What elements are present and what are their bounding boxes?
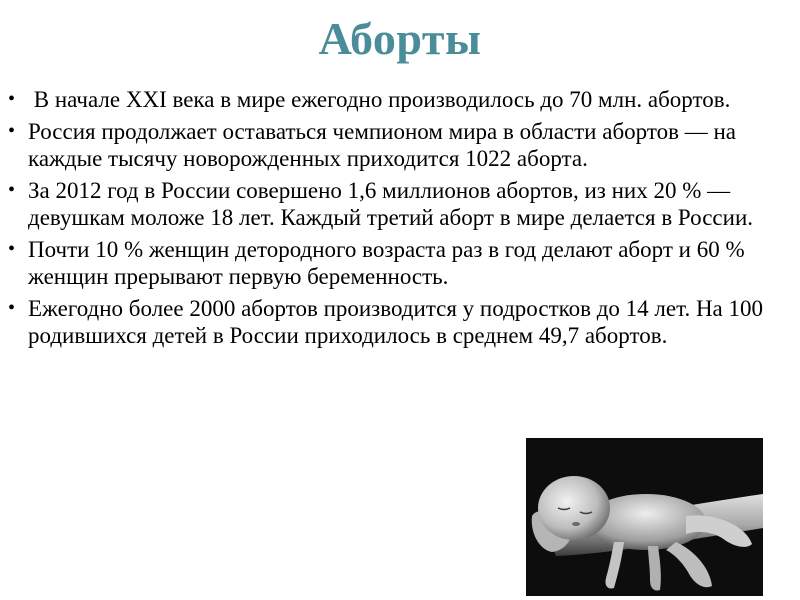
- slide-title: Аборты: [318, 13, 482, 64]
- bullet-text: Россия продолжает оставаться чемпионом мира в области абортов — на каждые тысячу новорожденных приходится 1022 аборта.: [28, 119, 736, 171]
- bullet-item: [6, 86, 776, 113]
- slide-content: [6, 86, 776, 354]
- baby-on-arm-photo: [526, 438, 763, 596]
- bullet-list: [6, 86, 776, 349]
- bullet-icon: •: [8, 120, 16, 142]
- baby-photo-illustration: [526, 438, 763, 596]
- bullet-item: [6, 177, 776, 231]
- bullet-text: Почти 10 % женщин детородного возраста раз в год делают аборт и 60 % женщин прерывают первую беременность.: [28, 237, 745, 289]
- bullet-icon: •: [8, 88, 16, 110]
- bullet-item: [6, 236, 776, 290]
- bullet-text: В начале XXI века в мире ежегодно производилось до 70 млн. абортов.: [28, 87, 731, 112]
- bullet-item: [6, 118, 776, 172]
- bullet-icon: •: [8, 238, 16, 260]
- bullet-icon: •: [8, 179, 16, 201]
- bullet-text: За 2012 год в России совершено 1,6 миллионов абортов, из них 20 % — девушкам моложе 18 лет. Каждый третий аборт в мире делается в России.: [28, 178, 754, 230]
- bullet-item: [6, 295, 776, 349]
- bullet-icon: •: [8, 297, 16, 319]
- bullet-text: Ежегодно более 2000 абортов производится у подростков до 14 лет. На 100 родившихся детей в России приходилось в среднем 49,7 абортов.: [28, 296, 764, 348]
